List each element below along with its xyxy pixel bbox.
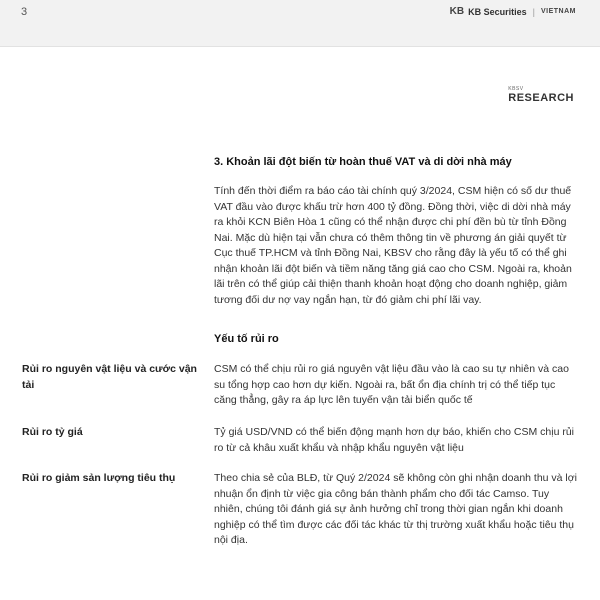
- brand-name: KB Securities: [468, 6, 527, 17]
- risk-text-materials: CSM có thể chịu rủi ro giá nguyên vật liệu đầu vào là cao su tự nhiên và cao su tổng hợp cao hơn dự kiến. Ngoài ra, bất ổn địa chính trị có thể tiếp tục căng thẳng, gây ra áp lực lên tuyến vận tải biển quốc tế: [214, 363, 569, 406]
- risk-text-volume: Theo chia sẻ của BLĐ, từ Quý 2/2024 sẽ không còn ghi nhận doanh thu và lợi nhuận ổn định từ việc gia công bán thành phẩm cho đối tác Camso. Tuy nhiên, chúng tôi đánh giá sự ảnh hưởng chỉ trong thời gian ngắn khi doanh nghiệp có thể tìm được các đối tác khác từ thị trường xuất khẩu hoặc tiêu thụ nội địa.: [214, 472, 577, 546]
- research-logo: [508, 86, 574, 104]
- risk-section-title: Yếu tố rủi ro: [214, 333, 279, 345]
- research-logo-text: RESEARCH: [508, 92, 574, 104]
- brand-country: VIETNAM: [541, 8, 576, 15]
- risk-text-fx: Tỷ giá USD/VND có thể biến động mạnh hơn dự báo, khiến cho CSM chịu rủi ro từ cả khâu xuất khẩu và nhập khẩu nguyên vật liệu: [214, 426, 575, 454]
- risk-label-volume: Rủi ro giảm sản lượng tiêu thụ: [22, 472, 176, 484]
- risk-label-materials: Rủi ro nguyên vật liệu và cước vận tải: [22, 363, 197, 391]
- page-header: [0, 0, 600, 47]
- page-number: 3: [21, 6, 28, 18]
- section-title: 3. Khoản lãi đột biến từ hoàn thuế VAT và di dời nhà máy: [214, 156, 512, 168]
- brand-separator: |: [532, 6, 535, 17]
- research-logo-small: KBSV: [508, 86, 524, 92]
- brand-logo: [450, 6, 576, 17]
- section-paragraph: Tính đến thời điểm ra báo cáo tài chính quý 3/2024, CSM hiện có số dư thuế VAT đầu vào được khấu trừ hơn 400 tỷ đồng. Đồng thời, việc di dời nhà máy ra khỏi KCN Biên Hòa 1 cũng có thể nhận được chi phí đền bù từ tỉnh Đồng Nai. Mặc dù hiện tại vẫn chưa có thêm thông tin về phương án giải quyết từ Cục thuế TP.HCM và tỉnh Đồng Nai, KBSV cho rằng đây là yếu tố có thể ghi nhận khoản lãi đột biến và tiềm năng tăng giá cao cho CSM. Ngoài ra, khoản lãi trên có thể giúp cải thiện thanh khoản hoạt động cho doanh nghiệp, giảm tương đối dư nợ vay ngắn hạn, từ đó giảm chi phí lãi vay.: [214, 185, 572, 306]
- risk-label-fx: Rủi ro tỷ giá: [22, 426, 83, 438]
- kb-logo-icon: KB: [449, 6, 465, 17]
